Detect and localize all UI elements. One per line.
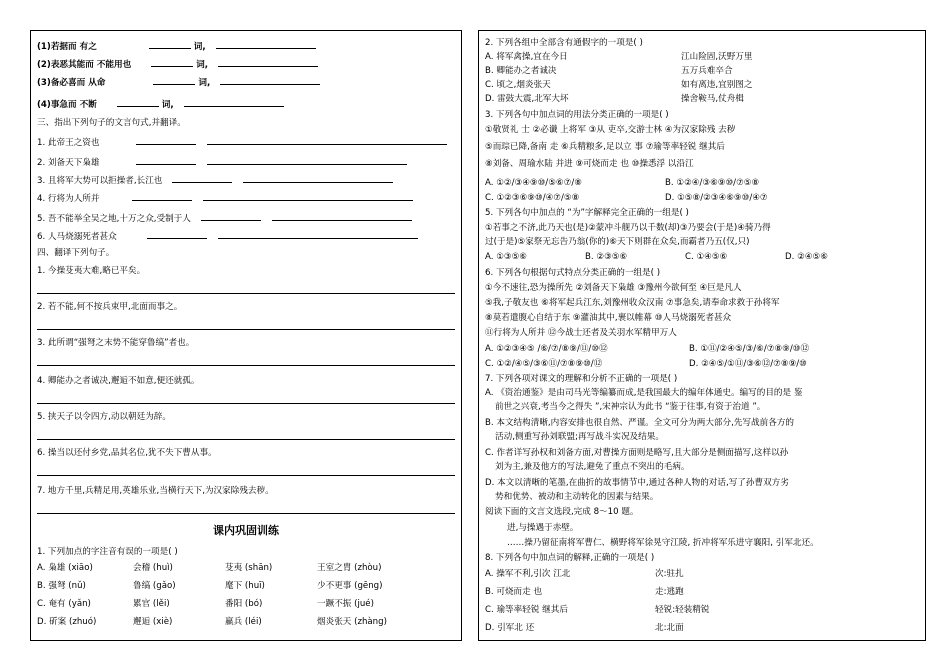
answer-line: [37, 293, 455, 294]
answer-line: [37, 329, 455, 330]
q7-item-line: 前世之兴衰,考当今之得失 ”,宋神宗认为此书 “鉴于往事,有资于治道 ”。: [495, 402, 766, 412]
s4-item-1: 1. 今操芟夷大难,略已平矣。: [37, 266, 146, 276]
section-title: 课内巩固训练: [213, 524, 279, 537]
q6-item-line: ⑪行将为人所并 ⑫今战士还者及关羽水军精甲万人: [485, 328, 677, 338]
q7-item-line: D. 本文以清晰的笔墨,在曲折的故事情节中,通过各种人物的对话,写了孙曹双方劣: [485, 478, 789, 488]
s4-item-3: 3. 此所谓“强弩之末势不能穿鲁缟”者也。: [37, 338, 195, 348]
section-3-heading: 三、指出下列句子的文言句式,并翻译。: [37, 118, 186, 128]
q3-item-line: ①敬贤礼 士 ②必谶 上将军 ③从 吏卒,交游士林 ④为汉家除残 去秽: [485, 125, 736, 135]
q2-stem: 2. 下列各组中全部含有通假字的一项是( ): [485, 38, 643, 48]
section-4-heading: 四、翻译下列句子。: [37, 248, 115, 258]
q5-stem: 5. 下列各句中加点的 “为”字解释完全正确的一组是( ): [485, 208, 689, 218]
q3-item-line: ⑤而琮已降,备南 走 ⑥兵精粮多,足以立 事 ⑦瑜等率轻锐 继其后: [485, 142, 725, 152]
answer-line: [37, 365, 455, 366]
s4-item-4: 4. 卿能办之者诚决,邂逅不如意,便还就孤。: [37, 376, 200, 386]
reading-instruction: 阅读下面的文言文选段,完成 8～10 题。: [485, 507, 639, 517]
passage-line: 进,与操遇于赤壁。: [507, 523, 579, 533]
q7-item-line: A. 《资治通鉴》是由司马光等编纂而成,是我国最大的编年体通史。编写的目的是 鉴: [485, 388, 803, 398]
answer-line: [37, 513, 455, 514]
s3-item-6: 6. 人马烧溺死者甚众: [37, 229, 455, 243]
s4-item-6: 6. 操当以还付乡党,品其名位,犹不失下曹从事。: [37, 448, 217, 458]
answer-line: [37, 439, 455, 440]
q6-stem: 6. 下列各句根据句式特点分类正确的一组是( ): [485, 268, 661, 278]
s4-item-2: 2. 若不能,何不按兵束甲,北面而事之。: [37, 302, 183, 312]
s3-item-5: 5. 吾不能举全吴之地,十万之众,受制于人: [37, 211, 455, 225]
left-column: (1)若据而 有之 词, (2)表恶其能而 不能用也 词, (3)备必喜而 从命 词, (4)事急而 不断 词, 三、指出下列句子的文言句式,并翻译。 1. 此帝王之资也 2. 刘备天下枭雄 3. 且将军大势可以拒操者,长江也 4. 行将为人所并 5. 吾不能举全吴之地,十万之众,受制于人 6. 人马烧溺死者甚众 四、翻译下列句子。 1. 今操芟夷大难,略已平矣。 2. 若不能,何不按兵束甲,北面而事之。 3. 此所谓“强弩之末势不能穿鲁缟”者也。 4. 卿能办之者诚决,邂逅不如意,便还就孤。 5. 挟天子以令四方,动以朝廷为辞。 6. 操当以还付乡党,品其名位,犹不失下曹从事。 7. 地方千里,兵精足用,英雄乐业,当横行天下,为汉家除残去秽。 课内巩固训练 1. 下列加点的字注音有误的一项是( ) A. 枭雄 (xiāo) 会稽 (huì) 芟夷 (shān) 王室之胄 (zhòu) B. 强弩 (nǔ) 鲁缟 (gǎo) 麾下 (huī) 少不更事 (gēng) C. 奄有 (yǎn) 累官 (lěi) 番阳 (bó) 一蹶不振 (jué) D. 斫案 (zhuó) 邂逅 (xiè) 羸兵 (léi) 烟炎张天 (zhàng): [30, 30, 462, 641]
q3-item-line: ⑧刘备、周瑜水陆 并进 ⑨可烧而走 也 ⑩操悉浮 以沿江: [485, 159, 694, 169]
q1-stem: 1. 下列加点的字注音有误的一项是( ): [37, 547, 178, 557]
q3-stem: 3. 下列各句中加点词的用法分类正确的一项是( ): [485, 110, 669, 120]
q6-item-line: ①今不速往,恐为操所先 ②刘备天下枭雄 ③豫州今欲何至 ④巨是凡人: [485, 283, 742, 293]
s3-item-2: 2. 刘备天下枭雄: [37, 155, 455, 169]
q5-item-line: 过(于是)⑤家祭无忘告乃翁(你的)⑥天下则群在众矣,而霸者乃五(仅,只): [485, 237, 750, 247]
s3-item-3: 3. 且将军大势可以拒操者,长江也: [37, 173, 455, 187]
s4-item-5: 5. 挟天子以令四方,动以朝廷为辞。: [37, 412, 171, 422]
q7-item-line: C. 作者详写孙权和刘备方面,对曹操方面则是略写,且大部分是侧面描写,这样以孙: [485, 448, 789, 458]
right-column: 2. 下列各组中全部含有通假字的一项是( ) A. 将军禽操,宜在今日 江山险固,沃野万里 B. 卿能办之者诚决 五万兵难卒合 C. 顷之,烟炎张天 如有离违,宜别图之 D. 雷鼓大震,北军大坏 操舍鞍马,仗舟楫 3. 下列各句中加点词的用法分类正确的一项是( ) ①敬贤礼 士 ②必谶 上将军 ③从 吏卒,交游士林 ④为汉家除残 去秽 ⑤而琮已降,备南 走 ⑥兵精粮多,足以立 事 ⑦瑜等率轻锐 继其后 ⑧刘备、周瑜水陆 并进 ⑨可烧而走 也 ⑩操悉浮 以沿江 A. ①②/③④⑨⑩/⑤⑥⑦/⑧ B. ①②④/③⑥⑨⑩/⑦⑤⑧ C. ①②③⑥⑨⑩/④⑦/⑤⑧ D. ①⑤⑧/②③④⑥⑨⑩/④⑦ 5. 下列各句中加点的 “为”字解释完全正确的一组是( ) ①若事之不济,此乃天也(是)②蒙冲斗舰乃以千数(却)③乃要会(于是)④骑乃得 过(于是)⑤家祭无忘告乃翁(你的)⑥天下则群在众矣,而霸者乃五(仅,只) A. ①③⑤⑥ B. ②③⑤⑥ C. ①④⑤⑥ D. ②④⑤⑥ 6. 下列各句根据句式特点分类正确的一组是( ) ①今不速往,恐为操所先 ②刘备天下枭雄 ③豫州今欲何至 ④巨是凡人 ⑤我,子敬友也 ⑥将军起兵江东,刘豫州收众汉南 ⑦事急矣,请奉命求救于孙将军 ⑧莫若遣腹心自结于东 ⑨灌油其中,裹以帷幕 ⑩人马烧溺死者甚众 ⑪行将为人所并 ⑫今战士还者及关羽水军精甲万人 A. ①②③④⑤ /⑥/⑦/⑧⑨/⑪/⑩⑫ B. ①⑪/②④⑤/③/⑥/⑦⑧⑨/⑩⑫ C. ①②/④⑤/③⑥⑪/⑦⑧⑨⑩/⑫ D. ②④⑤/①⑪/③⑥⑫/⑦⑧⑨/⑩ 7. 下列各项对课文的理解和分析不正确的一项是( ) A. 《资治通鉴》是由司马光等编纂而成,是我国最大的编年体通史。编写的目的是 鉴 前世之兴衰,考当今之得失 ”,宋神宗认为此书 “鉴于往事,有资于治道 ”。 B. 本文结构清晰,内容安排也很自然、严谨。全文可分为两大部分,先写战前各方的 活动,侧重写孙刘联盟;再写战斗实况及结果。 C. 作者详写孙权和刘备方面,对曹操方面则是略写,且大部分是侧面描写,这样以孙 刘为主,兼及他方的写法,避免了重点不突出的毛病。 D. 本文以清晰的笔墨,在曲折的故事情节中,通过各种人物的对话,写了孙曹双方劣 势和优势、被动和主动转化的因素与结果。 阅读下面的文言文选段,完成 8～10 题。 进,与操遇于赤壁。 ……操乃留征南将军曹仁、横野将军徐晃守江陵, 折冲将军乐进守襄阳, 引军北还。 8. 下列各句中加点词的解释,正确的一项是( ) A. 操军不利,引次 江北 次:驻扎 B. 可烧而走 也 走:逃跑 C. 瑜等率轻锐 继其后 轻锐:轻装精锐 D. 引军北 还 北:北面: [478, 30, 926, 641]
passage-line: ……操乃留征南将军曹仁、横野将军徐晃守江陵, 折冲将军乐进守襄阳, 引军北还。: [507, 538, 819, 548]
q6-item-line: ⑧莫若遣腹心自结于东 ⑨灌油其中,裹以帷幕 ⑩人马烧溺死者甚众: [485, 313, 732, 323]
answer-line: [37, 475, 455, 476]
s4-item-7: 7. 地方千里,兵精足用,英雄乐业,当横行天下,为汉家除残去秽。: [37, 486, 274, 496]
q6-item-line: ⑤我,子敬友也 ⑥将军起兵江东,刘豫州收众汉南 ⑦事急矣,请奉命求救于孙将军: [485, 298, 780, 308]
q8-stem: 8. 下列各句中加点词的解释,正确的一项是( ): [485, 553, 655, 563]
s3-item-4: 4. 行将为人所并: [37, 191, 455, 205]
fill-item-3: (3)备必喜而 从命 词,: [37, 75, 455, 89]
fill-item-1: (1)若据而 有之 词,: [37, 39, 455, 53]
q7-item-line: 刘为主,兼及他方的写法,避免了重点不突出的毛病。: [495, 462, 690, 472]
s3-item-1: 1. 此帝王之资也: [37, 135, 455, 149]
q7-item-line: 活动,侧重写孙刘联盟;再写战斗实况及结果。: [495, 432, 664, 442]
answer-line: [37, 403, 455, 404]
q5-item-line: ①若事之不济,此乃天也(是)②蒙冲斗舰乃以千数(却)③乃要会(于是)④骑乃得: [485, 223, 771, 233]
q7-item-line: B. 本文结构清晰,内容安排也很自然、严谨。全文可分为两大部分,先写战前各方的: [485, 418, 795, 428]
fill-item-4: (4)事急而 不断 词,: [37, 97, 455, 111]
q7-stem: 7. 下列各项对课文的理解和分析不正确的一项是( ): [485, 374, 678, 384]
fill-item-2: (2)表恶其能而 不能用也 词,: [37, 57, 455, 71]
q7-item-line: 势和优势、被动和主动转化的因素与结果。: [495, 492, 659, 502]
